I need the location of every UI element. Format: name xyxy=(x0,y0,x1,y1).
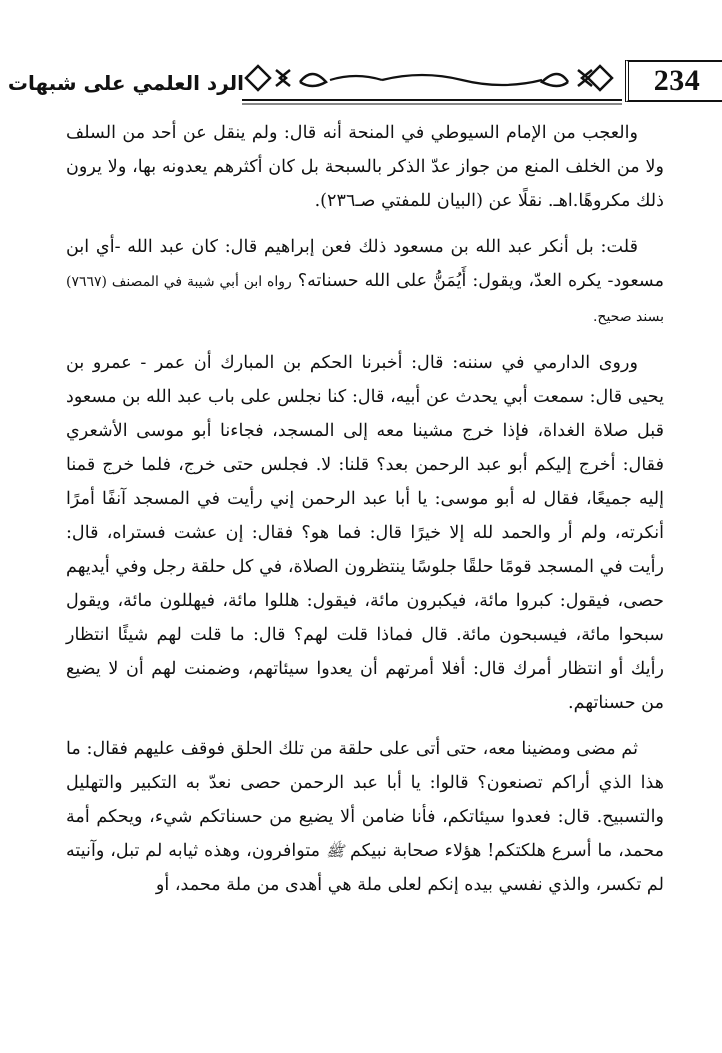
paragraph-2-reference: رواه ابن أبي شيبة في المصنف (٧٦٦٧) بسند صحيح. xyxy=(66,274,664,325)
page-body xyxy=(66,116,664,902)
page-header xyxy=(7,56,701,112)
paragraph-4 xyxy=(66,732,664,902)
page-number: 234 xyxy=(625,60,722,102)
paragraph-4-text-a: ثم مضى ومضينا معه، حتى أتى على حلقة من تلك الحلق فوقف عليهم فقال: ما هذا الذي أراكم تصنعون؟ قالوا: يا أبا عبد الرحمن حصى نعدّ به التكبير والتهليل والتسبيح. قال: فعدوا سيئاتكم، فأنا ضامن ألا يضيع من حسناتكم شيء، ويحكم أمة محمد، ما أسرع هلكتكم! هؤلاء صحابة نبيكم xyxy=(66,739,664,861)
paragraph-4-text-b: متوافرون، وهذه ثيابه لم تبل، وآنيته لم تكسر، والذي نفسي بيده إنكم لعلى ملة هي أهدى من ملة محمد، أو xyxy=(66,841,664,895)
paragraph-1: والعجب من الإمام السيوطي في المنحة أنه قال: ولم ينقل عن أحد من السلف ولا من الخلف المنع من جواز عدّ الذكر بالسبحة بل كان أكثرهم يعدونه بها، ولا يرون ذلك مكروهًا.اهـ. نقلًا عن (البيان للمفتي صـ٢٣٦). xyxy=(66,123,664,211)
running-title: الرد العلمي على شبهات xyxy=(7,71,244,95)
paragraph-2-text: قلت: بل أنكر عبد الله بن مسعود ذلك فعن إبراهيم قال: كان عبد الله -أي ابن مسعود- يكره العدّ، ويقول: أَيُمَنُّ على الله حسناته؟ xyxy=(66,237,665,291)
header-ornament xyxy=(242,56,622,108)
salawat-glyph: ﷺ xyxy=(325,842,345,860)
paragraph-2 xyxy=(66,230,664,334)
paragraph-3: وروى الدارمي في سننه: قال: أخبرنا الحكم بن المبارك أن عمر - عمرو بن يحيى قال: سمعت أبي يحدث عن أبيه، قال: كنا نجلس على باب عبد الله بن مسعود قبل صلاة الغداة، فإذا خرج مشينا معه إلى المسجد، فجاءنا أبو موسى الأشعري فقال: أخرج إليكم أبو عبد الرحمن بعد؟ قلنا: لا. فجلس حتى خرج، فلما خرج قمنا إليه جميعًا، فقال له أبو موسى: يا أبا عبد الرحمن إني رأيت في المسجد آنفًا أمرًا أنكرته، ولم أر والحمد لله إلا خيرًا قال: فما هو؟ فقال: إن عشت فستراه، قال: رأيت في المسجد قومًا حلقًا جلوسًا ينتظرون الصلاة، في كل حلقة رجل وفي أيديهم حصى، فيقول: كبروا مائة، فيكبرون مائة، فيقول: هللوا مائة، فيهللون مائة، ويقول سبحوا مائة، فيسبحون مائة. قال فماذا قلت لهم؟ قال: ما قلت لهم شيئًا انتظار رأيك أو انتظار أمرك قال: أفلا أمرتهم أن يعدوا سيئاتهم، وضمنت لهم أن لا يضيع من حسناتهم. xyxy=(66,353,664,713)
